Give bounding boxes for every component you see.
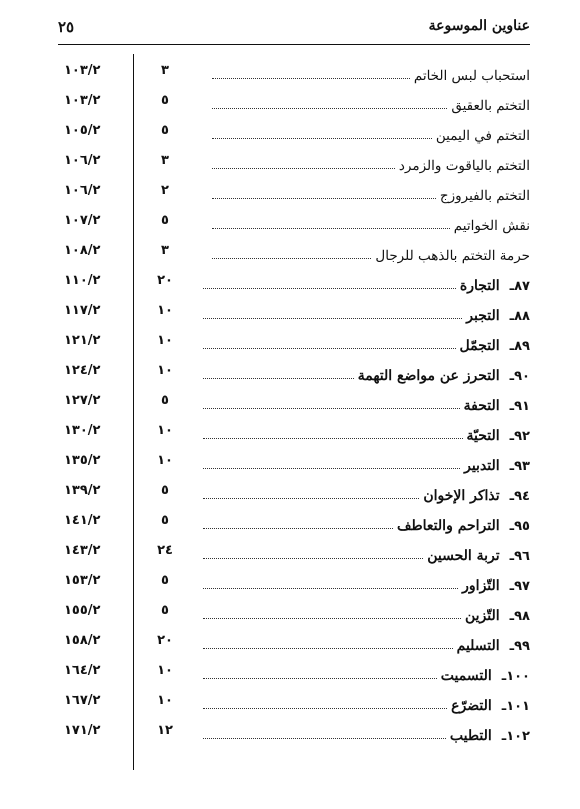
toc-entry — [203, 302, 530, 324]
toc-entry — [212, 182, 530, 204]
page-reference: ١٠٦/٢ — [64, 183, 101, 198]
page-reference: ١٣٩/٢ — [64, 483, 101, 498]
toc-entry — [212, 122, 530, 144]
toc-entry — [212, 92, 530, 114]
entry-number: ٨٩ـ — [509, 339, 530, 354]
dot-leader — [203, 378, 354, 379]
hadith-count: ٥ — [161, 603, 169, 618]
toc-entry — [203, 332, 530, 354]
toc-entry — [203, 722, 530, 744]
toc-row — [0, 688, 580, 718]
entry-number: ٨٧ـ — [509, 279, 530, 294]
dot-leader — [212, 168, 395, 169]
page-reference: ١٢١/٢ — [64, 333, 101, 348]
toc-row — [0, 238, 580, 268]
entry-number: ٩٩ـ — [509, 639, 530, 654]
dot-leader — [212, 78, 410, 79]
hadith-count: ٢ — [161, 183, 169, 198]
entry-number: ٩٤ـ — [509, 489, 530, 504]
dot-leader — [203, 408, 460, 409]
toc-row — [0, 58, 580, 88]
toc-row — [0, 298, 580, 328]
hadith-count: ١٠ — [157, 423, 173, 438]
entry-number: ١٠١ـ — [501, 699, 530, 714]
entry-number: ٩٣ـ — [509, 459, 530, 474]
entry-title: التجمّل — [459, 338, 500, 354]
toc-entry — [212, 242, 530, 264]
entry-title: التختم بالعقيق — [451, 98, 530, 114]
entry-title: التجارة — [459, 278, 500, 294]
header-title: عناوين الموسوعة — [428, 18, 530, 34]
toc-entry — [203, 272, 530, 294]
dot-leader — [203, 288, 456, 289]
dot-leader — [203, 318, 462, 319]
toc-entry — [203, 662, 530, 684]
dot-leader — [203, 498, 419, 499]
page-reference: ١٣٠/٢ — [64, 423, 101, 438]
toc-row — [0, 628, 580, 658]
page-reference: ١٧١/٢ — [64, 723, 101, 738]
page-reference: ١٠٧/٢ — [64, 213, 101, 228]
toc-row — [0, 148, 580, 178]
dot-leader — [203, 678, 437, 679]
entry-title: التختم بالفيروزج — [439, 188, 530, 204]
entry-number: ٨٨ـ — [509, 309, 530, 324]
entry-title: التحفة — [463, 398, 500, 414]
entry-title: تربة الحسين — [427, 548, 500, 564]
hadith-count: ٥ — [161, 513, 169, 528]
entry-number: ١٠٢ـ — [501, 729, 530, 744]
entry-title: التحرز عن مواضع التهمة — [357, 368, 500, 384]
entry-title: التضرّع — [451, 698, 492, 714]
entry-number: ٩٦ـ — [509, 549, 530, 564]
page-reference: ١٢٧/٢ — [64, 393, 101, 408]
dot-leader — [203, 558, 423, 559]
page-number: ٢٥ — [58, 18, 75, 36]
dot-leader — [212, 198, 436, 199]
toc-row — [0, 448, 580, 478]
toc-row — [0, 88, 580, 118]
entry-title: التدبير — [464, 458, 500, 474]
page-reference: ١٦٧/٢ — [64, 693, 101, 708]
entry-title: التطيب — [449, 728, 492, 744]
toc-entry — [203, 632, 530, 654]
page-reference: ١٥٨/٢ — [64, 633, 101, 648]
dot-leader — [203, 618, 461, 619]
dot-leader — [203, 468, 460, 469]
dot-leader — [203, 588, 458, 589]
toc-row — [0, 388, 580, 418]
entry-title: التحيّة — [466, 428, 500, 444]
hadith-count: ٥ — [161, 93, 169, 108]
hadith-count: ٢٤ — [157, 543, 173, 558]
toc-entry — [203, 542, 530, 564]
dot-leader — [212, 258, 371, 259]
toc-entry — [212, 212, 530, 234]
hadith-count: ٥ — [161, 573, 169, 588]
toc-row — [0, 718, 580, 748]
dot-leader — [203, 648, 453, 649]
page-reference: ١١٠/٢ — [64, 273, 101, 288]
dot-leader — [212, 108, 447, 109]
toc-list — [0, 58, 580, 748]
hadith-count: ٢٠ — [157, 633, 173, 648]
toc-entry — [212, 152, 530, 174]
toc-row — [0, 538, 580, 568]
entry-title: التجبر — [466, 308, 500, 324]
hadith-count: ١٠ — [157, 453, 173, 468]
hadith-count: ٥ — [161, 123, 169, 138]
toc-entry — [203, 602, 530, 624]
entry-number: ٩٥ـ — [509, 519, 530, 534]
dot-leader — [203, 708, 447, 709]
toc-row — [0, 118, 580, 148]
hadith-count: ٢٠ — [157, 273, 173, 288]
entry-title: التختم في اليمين — [435, 128, 530, 144]
page-reference: ١٥٣/٢ — [64, 573, 101, 588]
entry-number: ٩٧ـ — [509, 579, 530, 594]
toc-row — [0, 598, 580, 628]
toc-row — [0, 268, 580, 298]
page-reference: ١٠٣/٢ — [64, 63, 101, 78]
hadith-count: ١٠ — [157, 693, 173, 708]
page-reference: ١٠٦/٢ — [64, 153, 101, 168]
page-reference: ١٣٥/٢ — [64, 453, 101, 468]
entry-title: التسميت — [440, 668, 492, 684]
toc-row — [0, 658, 580, 688]
entry-title: التّزين — [465, 608, 500, 624]
hadith-count: ٥ — [161, 213, 169, 228]
dot-leader — [203, 348, 456, 349]
dot-leader — [203, 438, 463, 439]
page-reference: ١٠٥/٢ — [64, 123, 101, 138]
hadith-count: ٥ — [161, 393, 169, 408]
toc-row — [0, 208, 580, 238]
hadith-count: ٥ — [161, 483, 169, 498]
entry-title: التّزاور — [462, 578, 500, 594]
entry-number: ٩٨ـ — [509, 609, 530, 624]
entry-title: استحباب لبس الخاتم — [413, 68, 530, 84]
entry-number: ٩٠ـ — [509, 369, 530, 384]
toc-row — [0, 418, 580, 448]
toc-row — [0, 568, 580, 598]
toc-entry — [203, 422, 530, 444]
hadith-count: ١٠ — [157, 303, 173, 318]
page-header — [58, 14, 530, 40]
dot-leader — [203, 528, 393, 529]
page-reference: ١٢٤/٢ — [64, 363, 101, 378]
entry-number: ١٠٠ـ — [501, 669, 530, 684]
entry-title: التراحم والتعاطف — [397, 518, 500, 534]
toc-entry — [203, 392, 530, 414]
hadith-count: ١٠ — [157, 363, 173, 378]
entry-title: تذاكر الإخوان — [423, 488, 500, 504]
page-reference: ١٠٨/٢ — [64, 243, 101, 258]
toc-row — [0, 508, 580, 538]
page-reference: ١٤٣/٢ — [64, 543, 101, 558]
toc-entry — [203, 512, 530, 534]
page-reference: ١٥٥/٢ — [64, 603, 101, 618]
page-reference: ١٠٣/٢ — [64, 93, 101, 108]
toc-row — [0, 358, 580, 388]
toc-entry — [203, 482, 530, 504]
hadith-count: ١٢ — [157, 723, 173, 738]
toc-row — [0, 328, 580, 358]
hadith-count: ٣ — [161, 63, 169, 78]
page-reference: ١٦٤/٢ — [64, 663, 101, 678]
hadith-count: ٣ — [161, 153, 169, 168]
entry-title: حرمة التختم بالذهب للرجال — [375, 248, 530, 264]
hadith-count: ١٠ — [157, 333, 173, 348]
hadith-count: ٣ — [161, 243, 169, 258]
entry-title: نقش الخواتيم — [453, 218, 530, 234]
toc-entry — [212, 62, 530, 84]
header-rule — [58, 44, 530, 45]
toc-entry — [203, 692, 530, 714]
toc-row — [0, 478, 580, 508]
toc-entry — [203, 362, 530, 384]
entry-number: ٩١ـ — [509, 399, 530, 414]
dot-leader — [203, 738, 446, 739]
dot-leader — [212, 228, 450, 229]
entry-title: التختم بالياقوت والزمرد — [398, 158, 530, 174]
page-reference: ١١٧/٢ — [64, 303, 101, 318]
entry-number: ٩٢ـ — [509, 429, 530, 444]
toc-entry — [203, 572, 530, 594]
toc-entry — [203, 452, 530, 474]
hadith-count: ١٠ — [157, 663, 173, 678]
dot-leader — [212, 138, 432, 139]
toc-row — [0, 178, 580, 208]
entry-title: التسليم — [456, 638, 500, 654]
page-reference: ١٤١/٢ — [64, 513, 101, 528]
